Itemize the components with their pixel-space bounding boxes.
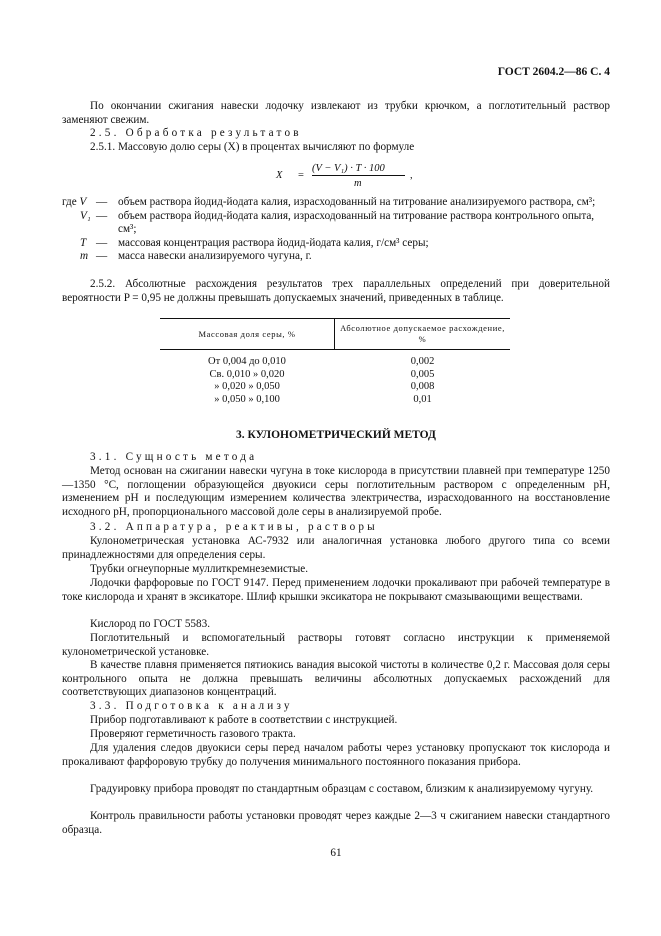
table-cell: Св. 0,010 » 0,020 bbox=[209, 368, 285, 380]
definition-text: масса навески анализируемого чугуна, г. bbox=[118, 250, 312, 263]
definition-symbol: m bbox=[80, 250, 89, 263]
table-row bbox=[160, 350, 510, 369]
definition-item: где V — объем раствора йодид-йодата калия, израсходованный на титрование анализируемого раствора, см³; bbox=[62, 196, 596, 208]
definition-text: объем раствора йодид-йодата калия, израсходованный на титрование анализируемого раствора, см³; bbox=[118, 196, 596, 208]
paragraph-3-2-c: Лодочки фарфоровые по ГОСТ 9147. Перед применением лодочки прокаливают при рабочей температуре в токе кислорода и хранят в эксикаторе. Шлиф крышки эксикатора не покрывают смазывающими веществами. bbox=[62, 577, 610, 603]
definition-item: V₁ — объем раствора йодид-йодата калия, израсходованный на титрование раствора контрольного опыта, см³; bbox=[80, 209, 595, 236]
formula-equals: = bbox=[298, 170, 304, 181]
paragraph-3-3-e: Контроль правильности работы установки проводят через каждые 2—3 ч сжиганием навески стандартного образца. bbox=[62, 810, 610, 836]
definition-symbol: V bbox=[79, 196, 87, 208]
paragraph-3-1: Метод основан на сжигании навески чугуна в токе кислорода в присутствии плавней при температуре 1250—1350 °С, поглощении образующейся двуокиси серы поглотительным раствором с определенным рН, изменением рН и последующим измерением количества электричества, израсходованного на восстановление исходного рН, пропорционального массовой доле серы в анализируемой пробе. bbox=[62, 465, 610, 518]
table-header: Абсолютное допускаемое расхождение, % bbox=[335, 319, 511, 350]
table-cell: От 0,004 до 0,010 bbox=[208, 356, 286, 367]
paragraph-2-5-2: 2.5.2. Абсолютные расхождения результатов трех параллельных определений при доверительной вероятности P = 0,95 не должны превышать допускаемых значений, приведенных в таблице. bbox=[62, 278, 610, 304]
formula-numerator: (V − V₁) · T · 100 bbox=[312, 163, 385, 174]
definition-text: массовая концентрация раствора йодид-йодата калия, г/см³ серы; bbox=[118, 236, 429, 249]
definition-symbol: V₁ bbox=[80, 209, 91, 222]
definition-prefix: где bbox=[62, 196, 77, 208]
paragraph-3-2-e: Поглотительный и вспомогательный растворы готовят согласно инструкции к применяемой кулонометрической установке. bbox=[62, 632, 610, 658]
paragraph-3-3-d: Градуировку прибора проводят по стандартным образцам с составом, близким к анализируемому чугуну. bbox=[90, 783, 594, 795]
page-number: 61 bbox=[330, 847, 342, 859]
fraction-bar bbox=[312, 175, 405, 176]
variable-definitions bbox=[62, 196, 610, 264]
table-cell: 0,008 bbox=[410, 381, 435, 392]
heading-3-2: 3.2. Аппаратура, реактивы, растворы bbox=[90, 521, 378, 533]
table-row bbox=[160, 369, 510, 382]
paragraph-2-5-1: 2.5.1. Массовую долю серы (X) в процентах вычисляют по формуле bbox=[90, 141, 415, 153]
paragraph-3-2-d: Кислород по ГОСТ 5583. bbox=[90, 618, 210, 630]
formula-denominator: m bbox=[354, 178, 362, 189]
paragraph-3-3-b: Проверяют герметичность газового тракта. bbox=[90, 728, 296, 740]
heading-3-1: 3.1. Сущность метода bbox=[90, 451, 258, 463]
table-cell: 0,01 bbox=[413, 393, 432, 405]
paragraph-3-2-b: Трубки огнеупорные муллиткремнеземистые. bbox=[90, 563, 309, 575]
paragraph-3-2-f: В качестве плавня применяется пятиокись ванадия высокой чистоты в количестве 0,2 г. Массовая доля серы контрольного опыта не должна превышать величины абсолютных допускаемых расхождений для соответствующих диапазонов концентраций. bbox=[62, 659, 610, 699]
table-cell: 0,002 bbox=[410, 356, 435, 367]
definition-item: T — массовая концентрация раствора йодид-йодата калия, г/см³ серы; bbox=[80, 236, 429, 249]
table-row bbox=[160, 381, 510, 394]
tolerance-table bbox=[160, 318, 510, 406]
table-header: Массовая доля серы, % bbox=[160, 319, 335, 350]
heading-3-3: 3.3. Подготовка к анализу bbox=[90, 700, 293, 712]
page-header: ГОСТ 2604.2—86 С. 4 bbox=[497, 66, 610, 78]
table-cell: » 0,050 » 0,100 bbox=[214, 393, 280, 405]
formula-lhs: X bbox=[276, 170, 283, 181]
table-cell: 0,005 bbox=[410, 368, 435, 380]
paragraph-3-3-c: Для удаления следов двуокиси серы перед началом работы через установку пропускают ток кислорода и прокаливают фарфоровую трубку до получения минимального постоянного показания прибора. bbox=[62, 742, 610, 768]
definition-item: m — масса навески анализируемого чугуна, г. bbox=[80, 250, 312, 263]
definition-symbol: T bbox=[80, 236, 87, 249]
paragraph-3-3-a: Прибор подготавливают к работе в соответствии с инструкцией. bbox=[90, 714, 398, 726]
heading-2-5: 2.5. Обработка результатов bbox=[90, 127, 302, 139]
intro-paragraph: По окончании сжигания навески лодочку извлекают из трубки крючком, а поглотительный раствор заменяют свежим. bbox=[62, 100, 610, 126]
table-row bbox=[160, 394, 510, 407]
formula-comma: , bbox=[410, 170, 413, 181]
section-title: 3. КУЛОНОМЕТРИЧЕСКИЙ МЕТОД bbox=[236, 429, 436, 441]
formula bbox=[276, 162, 476, 192]
table-cell: » 0,020 » 0,050 bbox=[214, 381, 280, 392]
definition-text: объем раствора йодид-йодата калия, израсходованный на титрование раствора контрольного опыта, см³; bbox=[118, 209, 595, 236]
paragraph-3-2-a: Кулонометрическая установка АС-7932 или аналогичная установка любого другого типа со всеми принадлежностями для определения серы. bbox=[62, 535, 610, 561]
